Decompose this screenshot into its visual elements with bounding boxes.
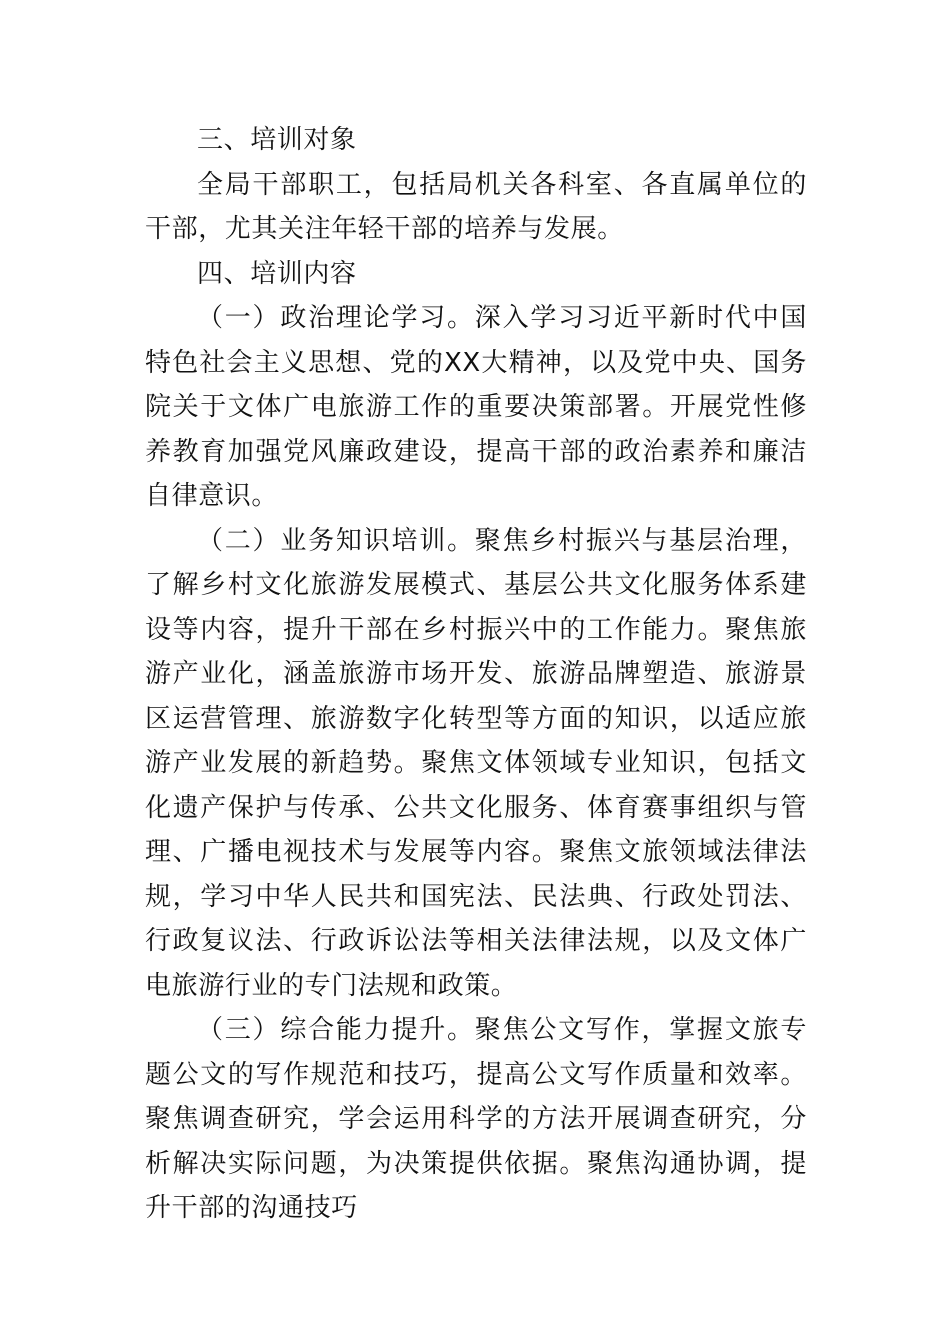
paragraph-business-knowledge: （二）业务知识培训。聚焦乡村振兴与基层治理，了解乡村文化旅游发展模式、基层公共文化服务体系建设等内容，提升干部在乡村振兴中的工作能力。聚焦旅游产业化，涵盖旅游市场开发、旅游品牌塑造、旅游景区运营管理、旅游数字化转型等方面的知识，以适应旅游产业发展的新趋势。聚焦文体领域专业知识，包括文化遗产保护与传承、公共文化服务、体育赛事组织与管理、广播电视技术与发展等内容。聚焦文旅领域法律法规，学习中华人民共和国宪法、民法典、行政处罚法、行政复议法、行政诉讼法等相关法律法规，以及文体广电旅游行业的专门法规和政策。 [145,525,807,1001]
section-heading-training-targets: 三、培训对象 [197,125,357,155]
paragraph-political-theory: （一）政治理论学习。深入学习习近平新时代中国特色社会主义思想、党的XX大精神，以及党中央、国务院关于文体广电旅游工作的重要决策部署。开展党性修养教育加强党风廉政建设，提高干部的政治素养和廉洁自律意识。 [145,303,807,511]
paragraph-training-targets: 全局干部职工，包括局机关各科室、各直属单位的干部，尤其关注年轻干部的培养与发展。 [145,169,807,244]
document-page [145,118,807,1231]
paragraph-comprehensive-ability: （三）综合能力提升。聚焦公文写作，掌握文旅专题公文的写作规范和技巧，提高公文写作质量和效率。聚焦调查研究，学会运用科学的方法开展调查研究，分析解决实际问题，为决策提供依据。聚焦沟通协调，提升干部的沟通技巧 [145,1015,807,1223]
section-heading-training-content: 四、培训内容 [197,258,357,289]
